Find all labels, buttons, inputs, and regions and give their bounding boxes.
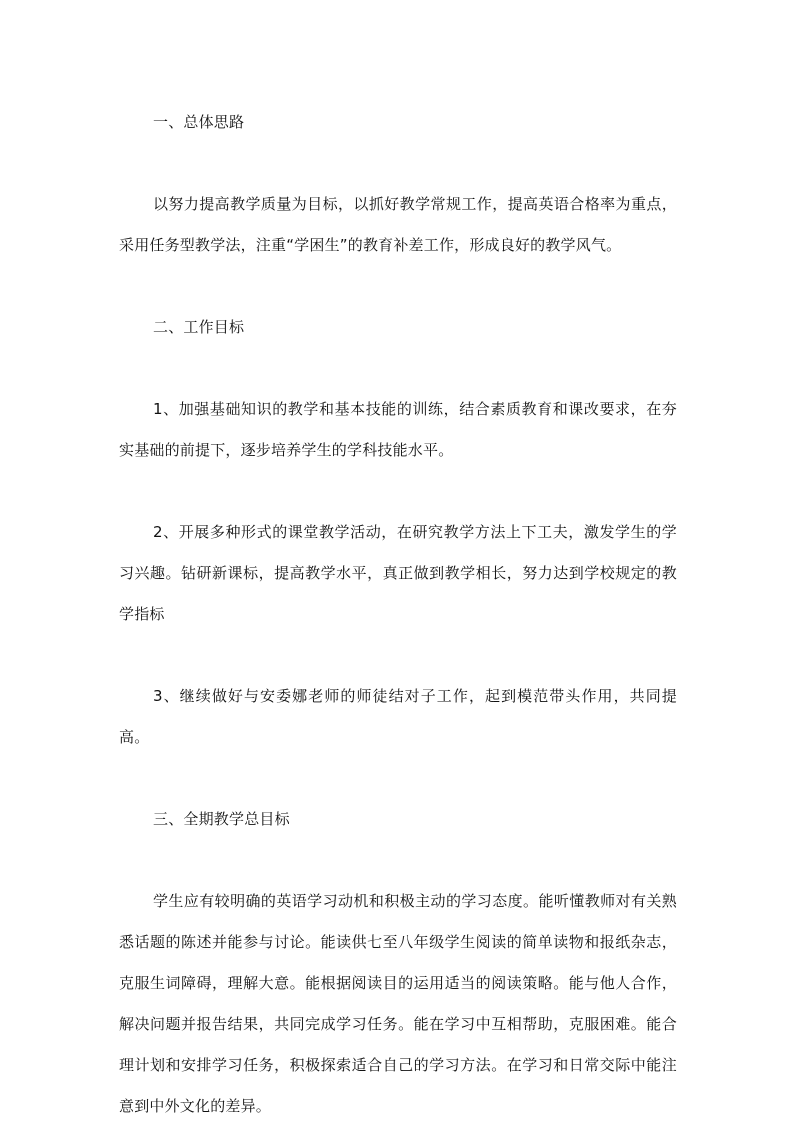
paragraph-gap bbox=[119, 266, 677, 307]
paragraph-gap bbox=[119, 635, 677, 676]
goal-item-3: 3、继续做好与安委娜老师的师徒结对子工作，起到模范带头作用，共同提高。 bbox=[119, 687, 677, 746]
goal-item-2: 2、开展多种形式的课堂教学活动，在研究教学方法上下工夫，激发学生的学习兴趣。钻研新课标，提高教学水平，真正做到教学相长，努力达到学校规定的教学指标 bbox=[119, 523, 677, 623]
paragraph-gap bbox=[119, 348, 677, 389]
paragraph-gap bbox=[119, 471, 677, 512]
section-heading-overall-approach: 一、总体思路 bbox=[153, 113, 245, 131]
paragraph-gap bbox=[119, 758, 677, 799]
section-heading-work-goals: 二、工作目标 bbox=[153, 318, 245, 336]
goal-item-1: 1、加强基础知识的教学和基本技能的训练，结合素质教育和课改要求，在夯实基础的前提下，逐步培养学生的学科技能水平。 bbox=[119, 400, 677, 459]
paragraph-term-goals: 学生应有较明确的英语学习动机和积极主动的学习态度。能听懂教师对有关熟悉话题的陈述并能参与讨论。能读供七至八年级学生阅读的简单读物和报纸杂志，克服生词障碍，理解大意。能根据阅读目的运用适当的阅读策略。能与他人合作，解决问题并报告结果，共同完成学习任务。能在学习中互相帮助，克服困难。能合理计划和安排学习任务，积极探索适合自己的学习方法。在学习和日常交际中能注意到中外文化的差异。 bbox=[119, 892, 677, 1115]
paragraph-gap bbox=[119, 840, 677, 881]
paragraph-overall-approach: 以努力提高教学质量为目标，以抓好教学常规工作，提高英语合格率为重点，采用任务型教学法，注重“学困生”的教育补差工作，形成良好的教学风气。 bbox=[119, 195, 677, 254]
document-body bbox=[119, 102, 677, 1127]
paragraph-gap bbox=[119, 143, 677, 184]
section-heading-term-goals: 三、全期教学总目标 bbox=[153, 810, 290, 828]
